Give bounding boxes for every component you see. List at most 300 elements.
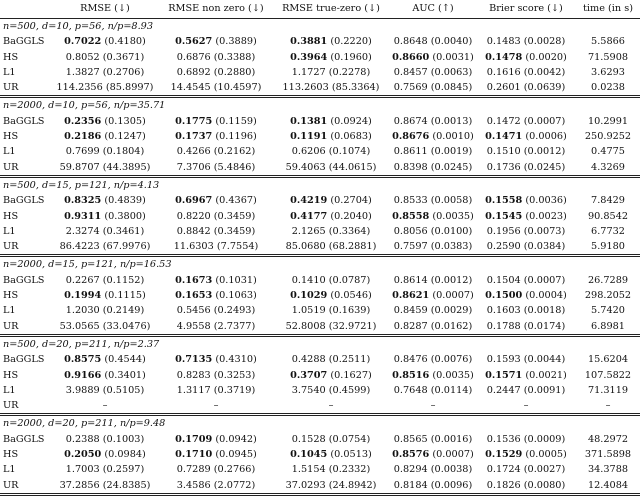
cell-sd: (0.0174) [523,320,566,332]
cell-mean: 34.3788 [587,464,629,476]
model-name: UR [3,161,19,173]
cell-sd: (0.0005) [525,449,567,461]
cell-sd: (0.0063) [430,66,473,78]
cell-auc [390,319,476,336]
cell-brier-score [476,160,576,177]
cell-rmse-true-zero [272,224,390,239]
cell-auc [390,50,476,65]
cell-time [576,193,640,208]
header-model [0,0,50,19]
cell-mean: 0.4775 [591,146,625,158]
cell-mean: 0.7569 [393,82,428,94]
cell-brier-score [476,65,576,80]
cell-time [576,114,640,129]
cell-sd: (0.0924) [330,115,372,127]
cell-mean: 0.1191 [290,131,328,143]
cell-brier-score [476,273,576,288]
cell-sd: (33.0476) [102,320,151,332]
cell-time [576,50,640,65]
header-rmse: RMSE (↓) [50,0,160,19]
cell-sd: (0.0080) [523,479,566,491]
header-auc: AUC (↑) [390,0,476,19]
cell-sd: (0.0012) [430,274,473,286]
cell-mean: 0.2447 [486,384,521,396]
cell-brier-score [476,129,576,144]
cell-mean: 85.0680 [285,241,326,253]
cell-mean: 2.3274 [65,225,100,237]
cell-mean: 71.5908 [587,51,629,63]
cell-auc [390,239,476,256]
cell-auc [390,368,476,383]
cell-sd: (0.2162) [213,146,256,158]
cell-sd: (0.5105) [102,384,145,396]
cell-mean: 0.1558 [485,195,523,207]
cell-mean: 71.3119 [587,384,629,396]
cell-mean: 107.5822 [584,369,632,381]
cell-mean: 0.1571 [485,369,523,381]
cell-sd: (0.2220) [330,36,372,48]
cell-mean: 0.1545 [485,210,523,222]
cell-rmse-non-zero [160,398,272,415]
cell-sd: (0.0006) [525,131,567,143]
cell-rmse [50,34,160,49]
cell-brier-score [476,478,576,495]
model-name: UR [0,478,50,495]
cell-sd: (0.3401) [104,369,146,381]
cell-auc [390,352,476,367]
cell-auc [390,193,476,208]
cell-sd: (0.4544) [104,354,146,366]
cell-mean: 0.7597 [393,241,428,253]
cell-sd: (0.0031) [432,51,474,63]
cell-mean: 0.7135 [175,354,213,366]
cell-mean: 0.1500 [485,290,523,302]
cell-mean: 0.1410 [291,274,326,286]
cell-auc [390,144,476,159]
model-name: BaGGLS [3,433,45,445]
cell-mean: – [430,400,436,412]
cell-brier-score [476,303,576,318]
cell-mean: 0.1529 [485,449,523,461]
cell-mean: 0.1737 [175,131,213,143]
cell-rmse [50,288,160,303]
cell-rmse [50,398,160,415]
cell-mean: 5.5866 [591,36,625,48]
table-row [0,462,640,477]
cell-mean: 0.3881 [290,36,328,48]
cell-auc [390,160,476,177]
cell-auc [390,114,476,129]
cell-sd: (0.2278) [328,66,371,78]
cell-rmse-true-zero [272,273,390,288]
cell-rmse [50,432,160,447]
cell-sd: (0.3388) [213,51,256,63]
cell-sd: (2.7377) [213,320,256,332]
cell-mean: 86.4223 [59,241,100,253]
cell-mean: 1.5154 [291,464,326,476]
cell-mean: 1.3117 [176,384,211,396]
cell-mean: 0.9166 [64,369,102,381]
cell-sd: (0.0019) [430,146,473,158]
model-name: UR [3,241,19,253]
cell-mean: 0.2267 [65,274,100,286]
cell-sd: (0.0162) [430,320,473,332]
cell-mean: 2.1265 [291,225,326,237]
cell-sd: (0.0036) [525,195,567,207]
cell-mean: 7.3706 [176,161,211,173]
cell-rmse-non-zero [160,34,272,49]
cell-sd: (0.1063) [215,290,257,302]
cell-auc [390,288,476,303]
cell-sd: (0.1003) [102,433,145,445]
cell-rmse-non-zero [160,144,272,159]
cell-sd: (0.0035) [432,369,474,381]
cell-time [576,224,640,239]
cell-sd: (0.1159) [215,115,257,127]
cell-mean: 0.1045 [290,449,328,461]
cell-rmse-true-zero [272,352,390,367]
table-row [0,193,640,208]
cell-sd: (0.0020) [525,51,567,63]
cell-mean: – [102,400,108,412]
cell-rmse [50,144,160,159]
cell-brier-score [476,239,576,256]
cell-sd: (0.0027) [523,464,566,476]
cell-mean: 1.2030 [65,305,100,317]
cell-mean: 0.8648 [393,36,428,48]
cell-time [576,319,640,336]
cell-rmse-true-zero [272,209,390,224]
cell-sd: (0.0100) [430,225,473,237]
cell-mean: 0.8533 [393,195,428,207]
cell-mean: 0.1710 [175,449,213,461]
cell-mean: 0.1478 [485,51,523,63]
cell-mean: 52.8008 [285,320,326,332]
cell-time [576,34,640,49]
cell-sd: (0.0058) [430,195,473,207]
group-header-row [0,335,640,352]
cell-rmse-non-zero [160,273,272,288]
cell-mean: 0.8611 [393,146,428,158]
cell-mean: 0.1471 [485,131,523,143]
table-row [0,447,640,462]
cell-mean: 0.3707 [290,369,328,381]
cell-rmse-true-zero [272,114,390,129]
cell-sd: (0.3800) [104,210,146,222]
cell-sd: (0.1627) [330,369,372,381]
cell-sd: (0.2149) [102,305,145,317]
cell-sd: (0.0007) [432,290,474,302]
cell-rmse-non-zero [160,478,272,495]
table-row [0,129,640,144]
cell-mean: 0.8287 [393,320,428,332]
cell-time [576,239,640,256]
cell-time [576,65,640,80]
cell-sd: (0.0787) [328,274,371,286]
cell-sd: (0.4367) [215,195,257,207]
cell-sd: (0.0513) [330,449,372,461]
cell-rmse-true-zero [272,398,390,415]
cell-sd: (0.0042) [523,66,566,78]
cell-rmse-non-zero [160,129,272,144]
cell-sd: (0.0984) [104,449,146,461]
model-name: BaGGLS [3,354,45,366]
cell-rmse-non-zero [160,193,272,208]
table-row [0,478,640,495]
cell-rmse [50,462,160,477]
cell-sd: (0.2040) [330,210,372,222]
cell-sd: (0.0076) [430,354,473,366]
model-name: L1 [3,66,16,78]
cell-sd: (0.0383) [430,241,473,253]
cell-mean: 0.1736 [486,161,521,173]
table-row [0,352,640,367]
cell-mean: 7.8429 [591,195,625,207]
cell-auc [390,462,476,477]
cell-mean: 298.2052 [584,290,632,302]
cell-auc [390,447,476,462]
table-row [0,50,640,65]
cell-rmse-true-zero [272,368,390,383]
cell-mean: 0.8294 [393,464,428,476]
table-row [0,34,640,49]
cell-sd: (0.3719) [213,384,256,396]
cell-mean: 0.2356 [64,115,102,127]
cell-sd: (0.2704) [330,195,372,207]
cell-mean: – [605,400,611,412]
cell-sd: (0.0073) [523,225,566,237]
header-rmse-true-zero: RMSE true-zero (↓) [272,0,390,19]
cell-sd: (67.9976) [102,241,151,253]
cell-sd: (0.0009) [523,433,566,445]
cell-mean: 0.1673 [175,274,213,286]
cell-mean: – [523,400,529,412]
cell-mean: 0.2388 [65,433,100,445]
cell-mean: 0.1826 [486,479,521,491]
cell-brier-score [476,368,576,383]
cell-rmse-non-zero [160,462,272,477]
cell-sd: (44.0615) [328,161,377,173]
cell-mean: 12.4084 [587,479,629,491]
cell-mean: 0.4177 [290,210,328,222]
header-rmse-non-zero: RMSE non zero (↓) [160,0,272,19]
cell-rmse [50,160,160,177]
cell-rmse-non-zero [160,368,272,383]
table-row [0,368,640,383]
cell-mean: 0.8575 [64,354,102,366]
cell-sd: (0.0245) [523,161,566,173]
model-name: L1 [3,146,16,158]
cell-brier-score [476,34,576,49]
cell-sd: (0.3671) [102,51,145,63]
cell-brier-score [476,398,576,415]
cell-sd: (0.0018) [523,305,566,317]
model-name: HS [3,290,19,302]
cell-mean: 0.6206 [291,146,326,158]
cell-mean: 3.6293 [591,66,625,78]
cell-time [576,80,640,97]
cell-sd: (0.0683) [330,131,372,143]
model-name: HS [3,51,19,63]
cell-mean: 0.0238 [591,82,625,94]
cell-sd: (0.0546) [330,290,372,302]
cell-mean: 5.7420 [591,305,625,317]
cell-rmse-non-zero [160,383,272,398]
cell-rmse-true-zero [272,319,390,336]
cell-sd: (24.8385) [102,479,151,491]
cell-sd: (0.1152) [102,274,145,286]
cell-mean: 5.9180 [591,241,625,253]
model-name: L1 [3,225,16,237]
cell-mean: 0.8476 [393,354,428,366]
cell-sd: (44.3895) [102,161,151,173]
cell-mean: 26.7289 [587,274,629,286]
cell-mean: 0.6967 [175,195,213,207]
cell-mean: 0.8565 [393,433,428,445]
cell-rmse-non-zero [160,447,272,462]
group-label: n=500, d=10, p=56, n/p=8.93 [0,19,640,35]
cell-mean: 3.9889 [65,384,100,396]
cell-mean: 3.4586 [176,479,211,491]
cell-mean: 0.6876 [176,51,211,63]
table-row [0,398,640,415]
cell-mean: 114.2356 [56,82,103,94]
table-row [0,303,640,318]
cell-mean: 4.9558 [176,320,211,332]
model-name: BaGGLS [3,115,45,127]
header-row [0,0,640,19]
table-row [0,209,640,224]
cell-mean: 0.1536 [486,433,521,445]
cell-sd: (0.1196) [215,131,257,143]
cell-sd: (0.0245) [430,161,473,173]
cell-mean: 0.4266 [176,146,211,158]
cell-sd: (0.0007) [523,115,566,127]
cell-sd: (5.4846) [213,161,256,173]
cell-mean: 11.6303 [173,241,214,253]
cell-rmse-true-zero [272,80,390,97]
cell-mean: 0.4288 [291,354,326,366]
cell-sd: (0.2706) [102,66,145,78]
cell-mean: 0.8516 [392,369,430,381]
cell-rmse [50,447,160,462]
cell-rmse-true-zero [272,462,390,477]
cell-sd: (0.0114) [430,384,473,396]
cell-mean: 10.2991 [587,115,629,127]
cell-mean: 0.8621 [392,290,430,302]
cell-brier-score [476,224,576,239]
table-row [0,114,640,129]
cell-time [576,478,640,495]
group-label: n=500, d=15, p=121, n/p=4.13 [0,176,640,193]
cell-rmse [50,383,160,398]
cell-sd: (0.3364) [328,225,371,237]
cell-sd: (0.0029) [430,305,473,317]
cell-sd: (0.2332) [328,464,371,476]
cell-mean: 0.1528 [291,433,326,445]
cell-brier-score [476,114,576,129]
cell-mean: 0.1653 [175,290,213,302]
model-name: L1 [3,384,16,396]
cell-mean: 0.2601 [486,82,521,94]
cell-brier-score [476,447,576,462]
cell-brier-score [476,319,576,336]
cell-auc [390,34,476,49]
cell-mean: 0.1724 [486,464,521,476]
cell-mean: 0.3964 [290,51,328,63]
cell-sd: (0.1031) [215,274,257,286]
cell-rmse [50,65,160,80]
cell-mean: 0.8056 [393,225,428,237]
cell-sd: (0.4599) [328,384,371,396]
cell-auc [390,273,476,288]
cell-sd: (24.8942) [328,479,377,491]
cell-mean: 0.1510 [486,146,521,158]
cell-sd: (0.1639) [328,305,371,317]
cell-mean: 0.8220 [176,210,211,222]
cell-sd: (0.1115) [104,290,146,302]
cell-mean: 0.9311 [64,210,102,222]
cell-rmse-non-zero [160,114,272,129]
cell-mean: 3.7540 [291,384,326,396]
cell-mean: 0.1603 [486,305,521,317]
cell-rmse-non-zero [160,160,272,177]
group-header-row [0,256,640,273]
table-row [0,224,640,239]
cell-sd: (0.4180) [104,36,146,48]
cell-rmse-true-zero [272,447,390,462]
cell-brier-score [476,462,576,477]
cell-mean: 0.1994 [64,290,102,302]
group-header-row [0,415,640,432]
cell-rmse-non-zero [160,209,272,224]
cell-mean: 14.4545 [170,82,211,94]
table-row [0,80,640,97]
group-label: n=2000, d=10, p=56, n/p=35.71 [0,97,640,114]
cell-rmse [50,273,160,288]
table-row [0,160,640,177]
cell-mean: 0.1483 [486,36,521,48]
cell-time [576,288,640,303]
cell-rmse-true-zero [272,303,390,318]
table-row [0,273,640,288]
cell-mean: 0.5627 [175,36,213,48]
header-time: time (in s) [576,0,640,19]
cell-time [576,352,640,367]
cell-mean: 0.8184 [393,479,428,491]
cell-mean: 250.9252 [584,131,632,143]
cell-rmse-non-zero [160,239,272,256]
cell-rmse-non-zero [160,303,272,318]
cell-mean: 0.2186 [64,131,102,143]
cell-mean: 0.1709 [175,433,213,445]
cell-auc [390,398,476,415]
cell-rmse-true-zero [272,129,390,144]
cell-sd: (0.0007) [523,274,566,286]
cell-mean: 0.7699 [65,146,100,158]
cell-rmse-true-zero [272,34,390,49]
cell-mean: 0.5456 [176,305,211,317]
cell-mean: – [328,400,334,412]
group-header-row [0,19,640,35]
cell-rmse [50,193,160,208]
cell-brier-score [476,383,576,398]
cell-mean: 6.7732 [591,225,625,237]
cell-mean: 113.2603 [282,82,329,94]
model-name: BaGGLS [3,195,45,207]
cell-time [576,383,640,398]
cell-sd: (0.2493) [213,305,256,317]
